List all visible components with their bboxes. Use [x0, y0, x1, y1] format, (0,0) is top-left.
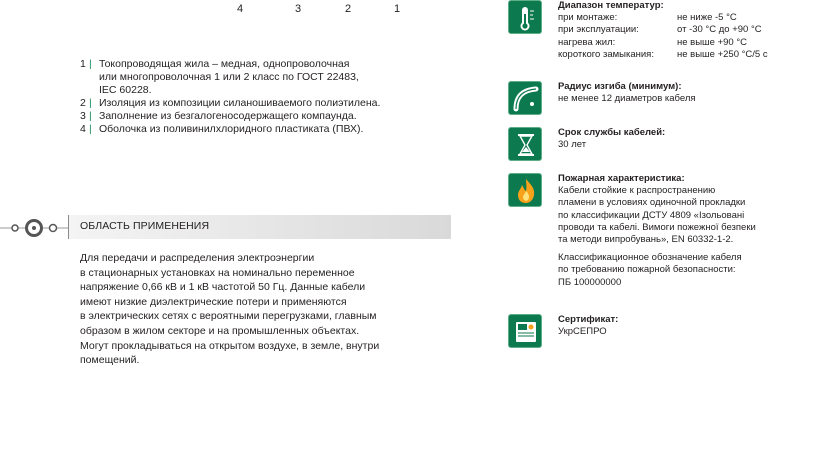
layer-number-row — [0, 3, 460, 17]
row-label: нагрева жил: — [558, 36, 616, 48]
layer-number: 3 — [295, 3, 302, 15]
thermometer-icon — [508, 0, 542, 34]
layer-number: 2 — [345, 3, 352, 15]
item-text: Изоляция из композиции силаношиваемого полиэтилена. — [99, 97, 381, 109]
temperature-row — [558, 49, 828, 61]
row-label: при эксплуатации: — [558, 24, 639, 36]
property-value: УкрСЕПРО — [558, 326, 607, 338]
section-title: ОБЛАСТЬ ПРИМЕНЕНИЯ — [80, 220, 210, 232]
temperature-details — [558, 0, 828, 61]
row-value: от -30 °С до +90 °С — [677, 24, 762, 36]
row-label: короткого замыкания: — [558, 48, 654, 60]
bend-radius-icon — [508, 81, 542, 115]
item-separator: | — [89, 58, 92, 70]
layer-number: 4 — [237, 3, 244, 15]
row-value: не выше +90 °С — [677, 36, 748, 48]
property-value: не менее 12 диаметров кабеля — [558, 93, 696, 105]
certificate-icon — [508, 314, 542, 348]
hourglass-icon — [508, 127, 542, 161]
construction-item — [80, 110, 460, 123]
item-text: Токопроводящая жила – медная, однопроволочная или многопроволочная 1 или 2 класс по ГОСТ 22483, IEC 60228. — [99, 58, 359, 96]
item-number: 2 — [80, 97, 86, 109]
row-label: при монтаже: — [558, 12, 618, 24]
construction-item — [80, 123, 460, 136]
property-value: 30 лет — [558, 139, 587, 151]
construction-item — [80, 58, 460, 97]
flame-icon — [508, 173, 542, 207]
certificate-details — [558, 314, 828, 338]
item-number: 4 — [80, 123, 86, 135]
bend-radius-details — [558, 81, 828, 105]
property-title: Пожарная характеристика: — [558, 173, 685, 184]
property-title: Сертификат: — [558, 314, 619, 325]
fire-classification: Классификационное обозначение кабеля по требованию пожарной безопасности: ПБ 100000000 — [558, 252, 742, 288]
row-value: не выше +250 °С/5 с — [677, 48, 768, 60]
layer-number: 1 — [394, 3, 401, 15]
fire-details — [558, 173, 828, 289]
application-text: Для передачи и распределения электроэнергии в стационарных установках на номинально переменное напряжение 0,66 кВ и 1 кВ частотой 50 Гц. Данные кабели имеют низкие диэлектрические потери и применяются в электрических сетях с вероятными перегрузками, главным образом в жилом секторе и на промышленных объектах. Могут прокладываться на открытом воздухе, в земле, внутри помещений. — [80, 252, 380, 367]
item-separator: | — [89, 110, 92, 122]
item-number: 3 — [80, 110, 86, 122]
construction-list — [80, 58, 460, 136]
construction-item — [80, 97, 460, 110]
temperature-row — [558, 12, 828, 24]
application-section-header — [0, 215, 451, 239]
temperature-row — [558, 37, 828, 49]
item-separator: | — [89, 123, 92, 135]
temperature-row — [558, 24, 828, 36]
item-text: Оболочка из поливинилхлоридного пластиката (ПВХ). — [99, 123, 364, 135]
property-title: Срок службы кабелей: — [558, 127, 666, 138]
property-title: Радиус изгиба (минимум): — [558, 81, 682, 92]
item-separator: | — [89, 97, 92, 109]
application-description — [80, 251, 450, 368]
row-value: не ниже -5 °С — [677, 12, 737, 24]
service-life-details — [558, 127, 828, 151]
cable-cross-section-icon — [0, 215, 70, 239]
item-number: 1 — [80, 58, 86, 70]
property-title: Диапазон температур: — [558, 0, 664, 11]
item-text: Заполнение из безгалогеносодержащего компаунда. — [99, 110, 357, 122]
property-value: Кабели стойкие к распространению пламени в условиях одиночной прокладки по классификации ДСТУ 4809 «Ізольовані проводи та кабелі. Вимоги пожежної безпеки та методи випробувань», EN 60332-1-2. — [558, 185, 756, 246]
